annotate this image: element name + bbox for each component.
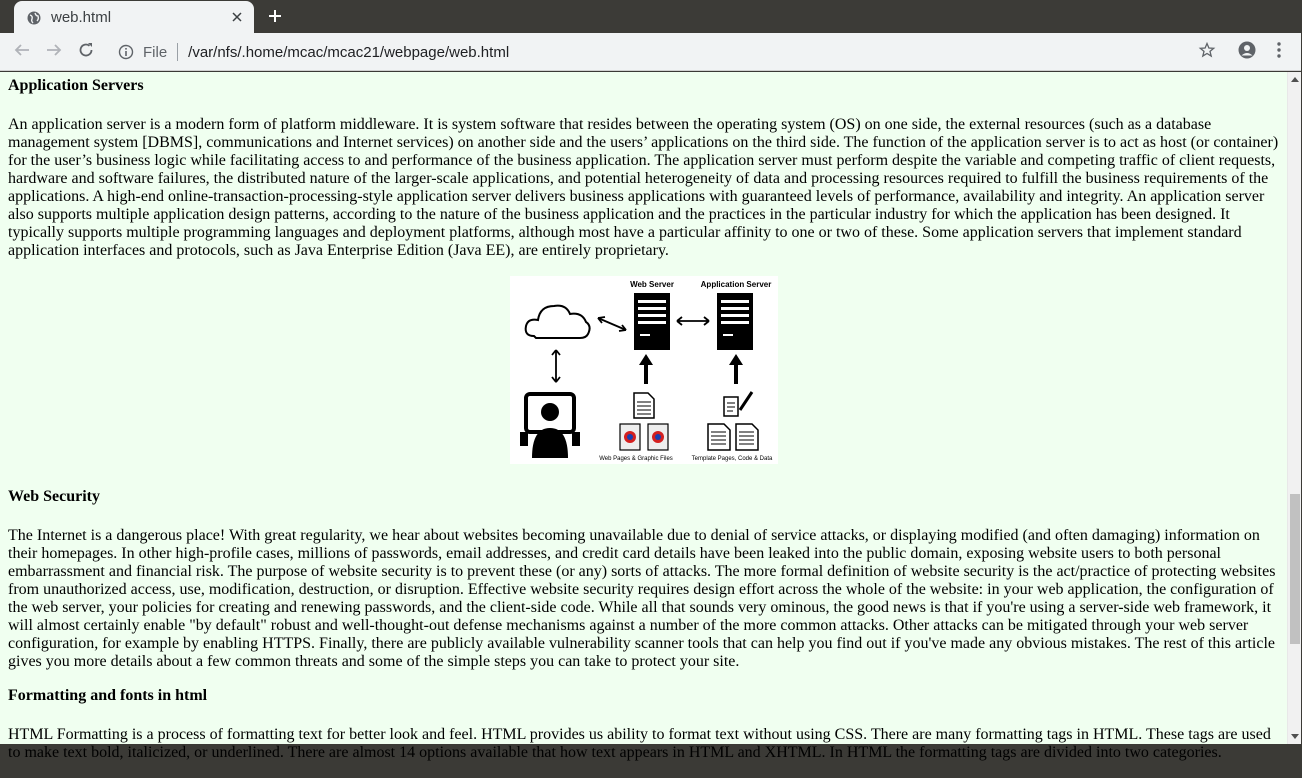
kebab-menu-icon [1277, 42, 1281, 62]
url-text[interactable]: /var/nfs/.home/mcac/mcac21/webpage/web.html [188, 43, 510, 61]
section-body-application-servers: An application server is a modern form of platform middleware. It is system software that resides between the operating system (OS) on one side, the external resources (such as a database management system [DBMS], communications and Internet services) on another side and the users’ applications on the third side. The function of the application server is to act as host (or container) for the user’s business logic while facilitating access to and performance of the business application. The application server must perform despite the variable and competing traffic of client requests, hardware and software failures, the distributed nature of the larger-scale applications, and potential heterogeneity of data and processing resources required to fulfill the business requirements of the applications. A high-end online-transaction-processing-style application server delivers business applications with guaranteed levels of performance, availability and integrity. An application server also supports multiple application design patterns, according to the nature of the business application and the practices in the particular industry for which the application has been designed. It typically supports multiple programming languages and deployment platforms, although most have a particular affinity to one or two of these. Some application servers that implement standard application interfaces and protocols, such as Java Enterprise Edition (Java EE), are entirely proprietary. [8, 116, 1279, 259]
close-icon[interactable] [226, 6, 248, 28]
tab-strip [0, 0, 1301, 33]
back-arrow-icon [14, 42, 30, 62]
edit-document-icon [724, 392, 752, 416]
star-icon [1199, 42, 1215, 62]
section-body-web-security: The Internet is a dangerous place! With great regularity, we hear about websites becoming unavailable due to denial of service attacks, or displaying modified (and often damaging) information on their homepages. In other high-profile cases, millions of passwords, email addresses, and credit card details have been leaked into the public domain, exposing website users to both personal embarrassment and financial risk. The purpose of website security is to prevent these (or any) sorts of attacks. The more formal definition of website security is the act/practice of protecting websites from unauthorized access, use, modification, destruction, or disruption. Effective website security requires design effort across the whole of the website: in your web application, the configuration of the web server, your policies for creating and renewing passwords, and the client-side code. While all that sounds very ominous, the good news is that if you're using a server-side web framework, it will almost certainly enable "by default" robust and well-thought-out defense mechanisms against a number of the more common attacks. Other attacks can be mitigated through your web server configuration, for example by enabling HTTPS. Finally, there are publicly available vulnerability scanner tools that can help you find out if you've made any obvious mistakes. The rest of this article gives you more details about a few common threats and some of the simple steps you can take to protect your site. [8, 527, 1276, 670]
omnibox-separator [177, 43, 178, 61]
document-icon [634, 393, 654, 418]
globe-icon [27, 10, 41, 24]
profile-button[interactable] [1236, 41, 1258, 63]
application-server-icon [717, 293, 753, 350]
scheme-label: File [143, 43, 168, 61]
web-app-server-diagram [510, 276, 778, 464]
graphic-file-icon [620, 424, 668, 450]
section-heading-formatting: Formatting and fonts in html [8, 687, 208, 704]
bookmark-button[interactable] [1196, 41, 1218, 63]
forward-arrow-icon [46, 42, 62, 62]
new-tab-button[interactable] [262, 5, 288, 29]
user-computer-icon [520, 394, 580, 458]
vertical-scrollbar[interactable] [1287, 72, 1301, 744]
section-heading-web-security: Web Security [8, 488, 100, 505]
web-files-caption: Web Pages & Graphic Files [599, 456, 673, 462]
web-server-label: Web Server [630, 280, 674, 289]
page-viewport [0, 72, 1287, 761]
scroll-down-arrow-icon[interactable] [1288, 730, 1302, 744]
page-content [8, 61, 1280, 778]
reload-icon [78, 42, 94, 62]
cloud-icon [526, 306, 590, 338]
scroll-up-arrow-icon[interactable] [1288, 72, 1302, 86]
section-heading-application-servers: Application Servers [8, 77, 144, 94]
menu-button[interactable] [1268, 41, 1290, 63]
app-server-label: Application Server [700, 280, 772, 289]
account-icon [1238, 41, 1256, 63]
diagram-container [8, 276, 1280, 466]
web-server-icon [634, 293, 670, 350]
plus-icon [268, 8, 282, 27]
browser-tab[interactable] [14, 1, 254, 33]
template-pages-icon [708, 424, 758, 450]
template-caption: Template Pages, Code & Data [691, 456, 773, 462]
scrollbar-thumb[interactable] [1290, 494, 1300, 644]
tab-title: web.html [51, 8, 112, 26]
section-body-formatting: HTML Formatting is a process of formatting text for better look and feel. HTML provides us ability to format text without using CSS. There are many formatting tags in HTML. These tags are used to make text bold, italicized, or underlined. There are almost 14 options available that how text appears in HTML and XHTML. In HTML the formatting tags are divided into two categories. [8, 726, 1271, 761]
info-icon[interactable] [117, 43, 135, 61]
